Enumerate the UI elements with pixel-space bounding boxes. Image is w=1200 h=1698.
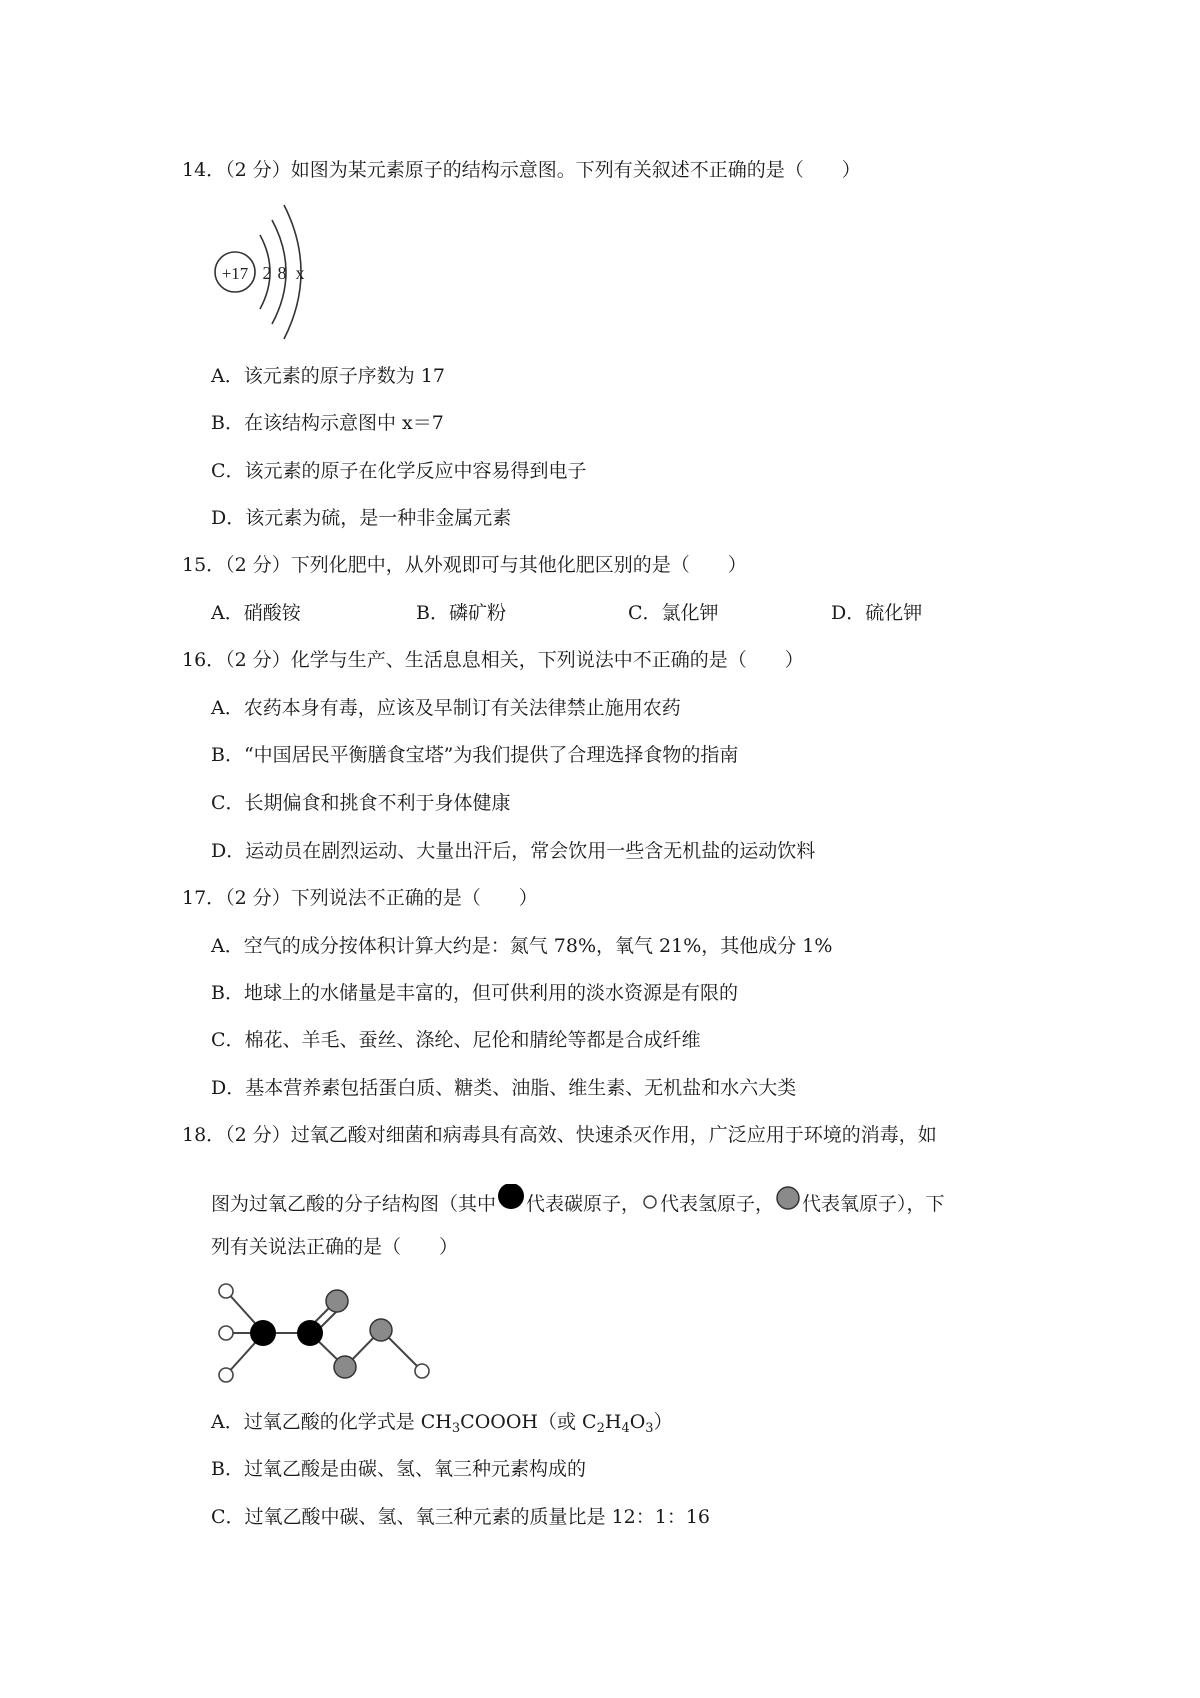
q18-stem-line1: 18．（2 分）过氧乙酸对细菌和病毒具有高效、快速杀灭作用，广泛应用于环境的消毒，如 — [182, 1124, 937, 1146]
q15-stem: 15．（2 分）下列化肥中，从外观即可与其他化肥区别的是（ ） — [182, 554, 747, 576]
shell3-electrons: x — [295, 263, 305, 283]
q18-option-a — [211, 1410, 673, 1434]
hydrogen-atom — [415, 1364, 429, 1378]
q16-stem: 16．（2 分）化学与生产、生活息息相关，下列说法中不正确的是（ ） — [182, 649, 804, 671]
q14-option-d: D．该元素为硫，是一种非金属元素 — [211, 507, 512, 529]
q18-stem-line2 — [211, 1184, 945, 1220]
q18-stem-line2-d: 代表氧原子），下 — [802, 1193, 945, 1215]
q17-stem: 17．（2 分）下列说法不正确的是（ ） — [182, 887, 538, 909]
hydrogen-atom — [219, 1368, 233, 1382]
q16-option-b: B．“中国居民平衡膳食宝塔”为我们提供了合理选择食物的指南 — [211, 744, 739, 766]
q16-option-d: D．运动员在剧烈运动、大量出汗后，常会饮用一些含无机盐的运动饮料 — [211, 840, 816, 862]
carbon-atom — [297, 1320, 323, 1346]
subscript: 3 — [645, 1421, 654, 1436]
q18-option-a-text: O — [629, 1411, 646, 1433]
oxygen-atom-legend-icon — [774, 1186, 802, 1220]
q18-option-c: C．过氧乙酸中碳、氢、氧三种元素的质量比是 12：1：16 — [211, 1506, 711, 1528]
q16-option-a: A．农药本身有毒，应该及早制订有关法律禁止施用农药 — [211, 697, 681, 719]
oxygen-atom — [326, 1290, 348, 1312]
q15-option-c: C．氯化钾 — [628, 602, 719, 624]
q18-option-a-text: A．过氧乙酸的化学式是 CH — [211, 1411, 452, 1433]
q14-option-b: B．在该结构示意图中 x＝7 — [211, 412, 444, 434]
q18-stem-line2-a: 图为过氧乙酸的分子结构图（其中 — [211, 1193, 497, 1215]
q18-option-b: B．过氧乙酸是由碳、氢、氧三种元素构成的 — [211, 1458, 586, 1480]
subscript: 2 — [596, 1421, 605, 1436]
q17-option-d: D．基本营养素包括蛋白质、糖类、油脂、维生素、无机盐和水六大类 — [211, 1077, 797, 1099]
peracetic-acid-molecule-diagram — [210, 1275, 450, 1395]
q16-option-c: C．长期偏食和挑食不利于身体健康 — [211, 792, 511, 814]
q14-option-a: A．该元素的原子序数为 17 — [211, 365, 445, 387]
hydrogen-atom-legend-icon — [640, 1194, 660, 1220]
q15-option-d: D．硫化钾 — [831, 602, 923, 624]
hydrogen-atom — [219, 1284, 233, 1298]
q15-option-b: B．磷矿粉 — [416, 602, 506, 624]
subscript: 3 — [451, 1421, 461, 1436]
q17-option-c: C．棉花、羊毛、蚕丝、涤纶、尼伦和腈纶等都是合成纤维 — [211, 1029, 701, 1051]
q18-stem-line3: 列有关说法正确的是（ ） — [211, 1236, 459, 1258]
q15-option-a: A．硝酸铵 — [211, 602, 301, 624]
q14-option-c: C．该元素的原子在化学反应中容易得到电子 — [211, 460, 587, 482]
q18-stem-line2-b: 代表碳原子， — [526, 1193, 641, 1215]
shell2-electrons: 8 — [277, 263, 287, 283]
q18-option-a-text: COOOH（或 C — [460, 1411, 597, 1433]
q18-option-a-text: H — [604, 1411, 622, 1433]
shell1-electrons: 2 — [262, 263, 272, 283]
nucleus-charge: +17 — [221, 264, 249, 283]
oxygen-atom — [370, 1319, 392, 1341]
q18-option-a-text: ） — [653, 1411, 673, 1433]
atom-structure-diagram — [210, 200, 330, 340]
q17-option-b: B．地球上的水储量是丰富的，但可供利用的淡水资源是有限的 — [211, 982, 738, 1004]
q14-stem: 14．（2 分）如图为某元素原子的结构示意图。下列有关叙述不正确的是（ ） — [182, 159, 861, 181]
carbon-atom — [250, 1320, 276, 1346]
q18-stem-line2-c: 代表氢原子， — [660, 1193, 775, 1215]
hydrogen-atom — [219, 1326, 233, 1340]
carbon-atom-legend-icon — [496, 1184, 526, 1220]
subscript: 4 — [621, 1421, 630, 1436]
q17-option-a: A．空气的成分按体积计算大约是：氮气 78%，氧气 21%，其他成分 1% — [211, 935, 833, 957]
oxygen-atom — [334, 1356, 356, 1378]
